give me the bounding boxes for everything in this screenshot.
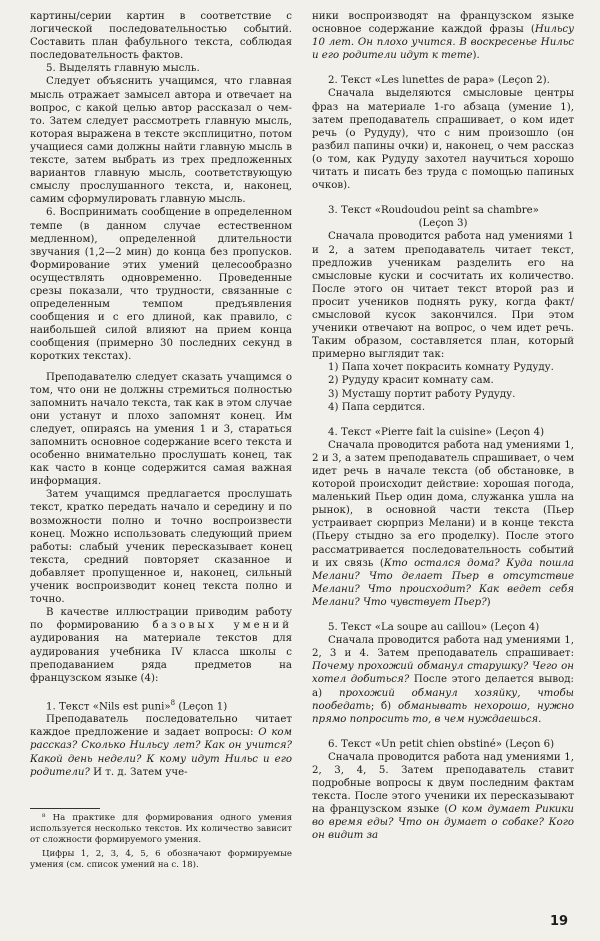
paragraph bbox=[30, 713, 292, 778]
list-item: 3) Мусташу портит работу Рудуду. bbox=[328, 388, 516, 400]
text-run: После этого делается вывод: а) bbox=[312, 674, 574, 699]
questions: Почему прохожий обманул старушку? Чего он хотел добиться? bbox=[312, 661, 574, 686]
list-item: 1) Папа хочет покрасить комнату Рудуду. bbox=[328, 362, 554, 374]
footnote-rule bbox=[30, 808, 100, 809]
paragraph: 6. Воспринимать сообщение в определенном темпе (в данном случае естественном медленном), определенной длительности звучания (1,2—2 мин) до конца без пропусков. Формирование этих умений целесообразно осуществлять одновременно. Проведенные срезы показали, что трудности, связанные с определенным темпом предъявления сообщения и с его длиной, как правило, с наибольшей силой влияют на прием конца сообщения (примерно 30 последних секунд в коротких текстах). bbox=[30, 207, 292, 363]
text-run: Сначала проводится работа над умениями 1, 2, 3 и 4. Затем преподаватель спрашивает: bbox=[312, 635, 574, 660]
text-run: аудирования на материале текстов для аудирования учебника IV класса школы с преподаванием ряда предметов на французском языке (4): bbox=[30, 633, 292, 684]
text-run: ; б) bbox=[370, 700, 392, 712]
lesson-label: (Leçon 1) bbox=[178, 701, 228, 713]
questions: О ком думает Рикики во время еды? Что он думает о собаке? Кого он видит за bbox=[312, 804, 574, 842]
text-6-heading: 6. Текст «Un petit chien obstiné» (Leçon 6) bbox=[328, 738, 555, 750]
footnotes bbox=[30, 808, 292, 874]
paragraph bbox=[312, 10, 574, 62]
paragraph bbox=[312, 439, 574, 609]
text-run: И т. д. Затем уче- bbox=[93, 766, 188, 778]
text-run: Сначала проводится работа над умениями 1, 2 и 3, а затем преподаватель спрашивает, о чем идет речь в начале текста (об обстановке, в которой происходит действие: хорошая погода, маленький Пьер один дома, служанка ушла на рынок), в основной части текста (Пьер устраивает сюрприз Мелани) и в конце текста (Пьеру стыдно за его проделку). После этого рассматривается последовательность событий и их связь ( bbox=[312, 439, 574, 569]
paragraph bbox=[312, 634, 574, 726]
paragraph: Сначала выделяются смысловые центры фраз на материале 1-го абзаца (умение 1), затем преподаватель спрашивает, о ком идет речь (о Рудуду), что с ним произошло (он разбил папины очки) и, наконец, о чем рассказ (о том, как Рудуду захотел научиться хорошо читать и писать без труда с помощью папиных очков). bbox=[312, 88, 574, 192]
text-3-heading: 3. Текст «Roudoudou peint sa chambre» bbox=[328, 205, 539, 217]
paragraph: картины/серии картин в соответствие с логической последовательностью событий. Составить план фабульного текста, соблюдая последовательность фактов. bbox=[30, 11, 292, 62]
text-run: ) bbox=[486, 596, 491, 608]
text-run: Преподаватель последовательно читает каждое предложение и задает вопросы: bbox=[30, 714, 292, 739]
questions: О ком рассказ? Сколько Нильсу лет? Как он учится? Какой день недели? К кому идут Нильс и его родители? bbox=[30, 727, 292, 778]
italic-run: Нильсу 10 лет. Он плохо учится. В воскресенье Нильс и его родители идут к тете bbox=[312, 24, 574, 62]
paragraph: Следует объяснить учащимся, что главная мысль отражает замысел автора и отвечает на вопрос, с какой целью автор рассказал о чем-то. Затем следует рассмотреть главную мысль, которая выражена в тексте эксплицитно, потом учащиеся сами должны найти главную мысль в тексте, затем выбрать из трех предложенных вариантов главную мысль, соответствующую смыслу прослушанного текста, и, наконец, самим сформулировать главную мысль. bbox=[30, 76, 292, 206]
text-5-heading: 5. Текст «La soupe au caillou» (Leçon 4) bbox=[328, 622, 540, 634]
spaced-text: базовых умений bbox=[152, 620, 292, 632]
questions: Кто остался дома? Куда пошла Мелани? Что делает Пьер в отсутствие Мелани? Что происходит? Как ведет себя Мелани? Что чувствует Пьер? bbox=[312, 557, 574, 608]
text-run: ники воспроизводят на французском языке основное содержание каждой фразы ( bbox=[312, 11, 574, 36]
lesson-label: (Leçon 3) bbox=[418, 218, 468, 230]
paragraph: Затем учащимся предлагается прослушать текст, кратко передать начало и середину и по возможности полно и точно воспроизвести конец. Можно использовать следующий прием работы: слабый ученик пересказывает конец текста, средний повторяет сказанное и добавляет пропущенное и, наконец, сильный ученик воспроизводит конец текста полно и точно. bbox=[30, 489, 292, 606]
text-1-heading bbox=[30, 697, 292, 713]
footnote: ⁸ На практике для формирования одного умения используется несколько текстов. Их количество зависит от сложности формируемого умения. bbox=[30, 813, 292, 845]
page-number: 19 bbox=[550, 914, 569, 929]
paragraph bbox=[30, 606, 292, 685]
text-2-heading: 2. Текст «Les lunettes de papa» (Leçon 2). bbox=[328, 75, 550, 87]
right-column bbox=[312, 10, 574, 843]
heading-text: 1. Текст «Nils est puni» bbox=[46, 701, 171, 713]
footnote-marker: 8 bbox=[170, 698, 176, 707]
list-item: 4) Папа сердится. bbox=[328, 401, 426, 413]
paragraph bbox=[312, 751, 574, 843]
paragraph: Сначала проводится работа над умениями 1 и 2, а затем преподаватель читает текст, предложив ученикам разделить его на смысловые куски и сосчитать их количество. После этого он читает текст второй раз и просит учеников поднять руку, когда факт/смысловой кусок закончился. При этом ученики отвечают на вопрос, о чем идет речь. Таким образом, составляется план, который примерно выглядит так: bbox=[312, 231, 574, 361]
list-item: 2) Рудуду красит комнату сам. bbox=[328, 375, 494, 387]
text-run: В качестве иллюстрации приводим работу по формированию bbox=[30, 607, 292, 632]
paragraph: Преподавателю следует сказать учащимся о том, что они не должны стремиться полностью запомнить начало текста, так как в этом случае они устанут и плохо запомнят конец. Им следует, опираясь на умения 1 и 3, стараться запомнить основное содержание всего текста и особенно внимательно прослушать конец, так как часто в конце содержится самая важная информация. bbox=[30, 371, 292, 488]
text-4-heading: 4. Текст «Pierre fait la cuisine» (Leçon 4) bbox=[328, 426, 545, 438]
text-run: . bbox=[538, 713, 542, 725]
text-run: ). bbox=[472, 50, 480, 62]
left-column bbox=[30, 10, 292, 779]
plan-list bbox=[312, 361, 574, 413]
italic-run: обманывать нехорошо, нужно прямо попросить то, в чем нуждаешься bbox=[312, 700, 574, 725]
italic-run: прохожий обманул хозяйку, чтобы пообедать bbox=[312, 687, 574, 712]
skill-heading: 5. Выделять главную мысль. bbox=[46, 63, 200, 75]
footnote: Цифры 1, 2, 3, 4, 5, 6 обозначают формируемые умения (см. список умений на с. 18). bbox=[30, 849, 292, 870]
text-run: Сначала проводится работа над умениями 1, 2, 3, 4, 5. Затем преподаватель ставит подробные вопросы к двум последним фактам текста. После этого ученики их пересказывают на французском языке ( bbox=[312, 751, 574, 816]
